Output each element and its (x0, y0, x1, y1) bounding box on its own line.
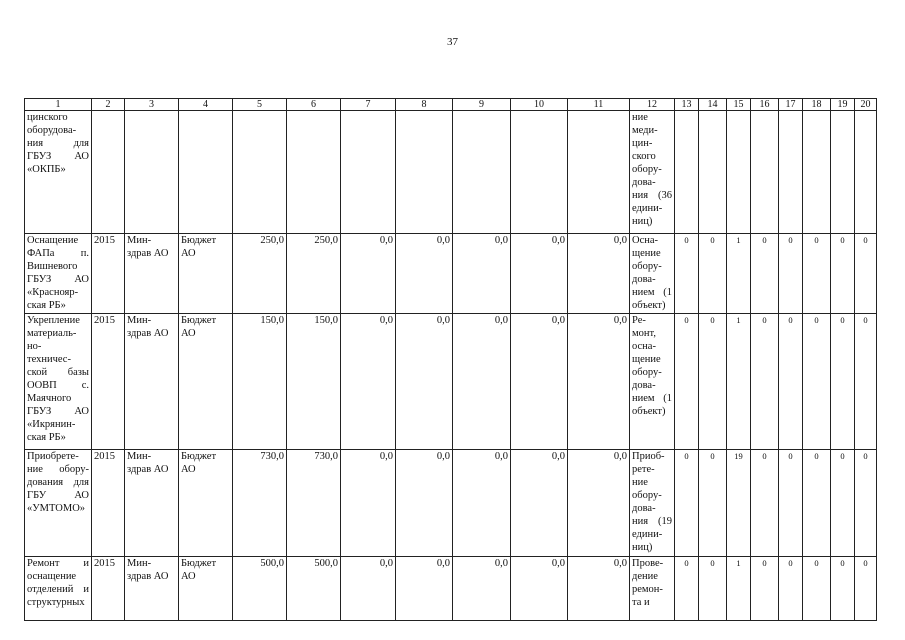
header-cell-16: 16 (751, 99, 779, 111)
cell-col-14 (699, 111, 727, 234)
cell-line: здрав АО (127, 248, 169, 259)
cell-col-9: 0,0 (453, 557, 511, 621)
cell-col-11 (568, 111, 630, 234)
header-cell-5: 5 (233, 99, 287, 111)
cell-col-6: 500,0 (287, 557, 341, 621)
cell-col-11: 0,0 (568, 557, 630, 621)
cell-col-2: 2015 (92, 450, 125, 557)
cell-col-2: 2015 (92, 234, 125, 314)
cell-line: Бюджет (181, 451, 217, 462)
cell-line: «ОКПБ» (27, 164, 66, 175)
cell-line: обору- (632, 261, 662, 272)
cell-line: АО (181, 328, 196, 339)
cell-col-3 (125, 450, 179, 557)
cell-line: Оснащение (27, 235, 79, 246)
cell-col-14: 0 (699, 557, 727, 621)
cell-col-20 (855, 111, 877, 234)
cell-line: щение (632, 248, 661, 259)
cell-col-18: 0 (803, 234, 831, 314)
cell-col-20: 0 (855, 234, 877, 314)
cell-line: здрав АО (127, 571, 169, 582)
cell-col-9 (453, 111, 511, 234)
cell-line: ской базы (27, 367, 89, 378)
cell-line: техничес- (27, 354, 71, 365)
cell-line: Вишневого (27, 261, 78, 272)
cell-col-10 (511, 111, 568, 234)
cell-col-8: 0,0 (396, 557, 453, 621)
cell-line: Осна- (632, 235, 659, 246)
cell-line: Маячного (27, 393, 72, 404)
cell-col-15 (727, 111, 751, 234)
header-cell-12: 12 (630, 99, 675, 111)
cell-col-12 (630, 450, 675, 557)
cell-line: Мин- (127, 315, 152, 326)
cell-line: ниц) (632, 216, 653, 227)
cell-line: ние (632, 477, 648, 488)
cell-col-13: 0 (675, 234, 699, 314)
table-row (25, 234, 877, 314)
cell-line: АО (181, 248, 196, 259)
cell-line: ГБУЗ АО (27, 151, 89, 162)
cell-line: ГБУЗ АО (27, 274, 89, 285)
cell-col-5: 730,0 (233, 450, 287, 557)
program-table (24, 98, 877, 621)
cell-col-16: 0 (751, 314, 779, 450)
cell-col-14: 0 (699, 450, 727, 557)
cell-col-1 (25, 314, 92, 450)
cell-col-10: 0,0 (511, 557, 568, 621)
cell-line: Бюджет (181, 235, 217, 246)
cell-col-1 (25, 557, 92, 621)
cell-line: нием (1 (632, 287, 672, 298)
cell-col-1 (25, 234, 92, 314)
cell-col-17: 0 (779, 234, 803, 314)
cell-col-8: 0,0 (396, 234, 453, 314)
cell-col-15: 1 (727, 557, 751, 621)
table-row (25, 111, 877, 234)
cell-col-18: 0 (803, 450, 831, 557)
header-cell-18: 18 (803, 99, 831, 111)
cell-line: ГБУЗ АО (27, 406, 89, 417)
cell-col-10: 0,0 (511, 450, 568, 557)
cell-line: дова- (632, 274, 656, 285)
cell-line: цин- (632, 138, 653, 149)
cell-line: Приобрете- (27, 451, 79, 462)
cell-line: ние обору- (27, 464, 89, 475)
cell-col-4 (179, 450, 233, 557)
header-cell-4: 4 (179, 99, 233, 111)
cell-col-14: 0 (699, 314, 727, 450)
cell-col-16: 0 (751, 234, 779, 314)
cell-col-19: 0 (831, 557, 855, 621)
cell-col-20: 0 (855, 557, 877, 621)
cell-line: ния (36 (632, 190, 672, 201)
cell-col-8 (396, 111, 453, 234)
cell-col-5: 500,0 (233, 557, 287, 621)
cell-line: обору- (632, 490, 662, 501)
header-cell-3: 3 (125, 99, 179, 111)
cell-col-5: 250,0 (233, 234, 287, 314)
cell-col-14: 0 (699, 234, 727, 314)
cell-line: дова- (632, 380, 656, 391)
cell-col-7: 0,0 (341, 234, 396, 314)
cell-col-11: 0,0 (568, 314, 630, 450)
header-cell-17: 17 (779, 99, 803, 111)
cell-col-16: 0 (751, 557, 779, 621)
cell-col-3 (125, 314, 179, 450)
header-cell-9: 9 (453, 99, 511, 111)
cell-col-17 (779, 111, 803, 234)
cell-col-17: 0 (779, 557, 803, 621)
cell-col-1 (25, 111, 92, 234)
cell-line: АО (181, 464, 196, 475)
cell-col-2: 2015 (92, 314, 125, 450)
cell-line: АО (181, 571, 196, 582)
cell-line: «Икрянин- (27, 419, 76, 430)
cell-line: здрав АО (127, 464, 169, 475)
cell-col-13: 0 (675, 557, 699, 621)
cell-col-8: 0,0 (396, 450, 453, 557)
header-cell-6: 6 (287, 99, 341, 111)
cell-line: ООВП с. (27, 380, 89, 391)
cell-line: Мин- (127, 451, 152, 462)
cell-line: осна- (632, 341, 656, 352)
cell-col-12 (630, 111, 675, 234)
cell-col-19: 0 (831, 314, 855, 450)
cell-col-7: 0,0 (341, 557, 396, 621)
cell-line: объект) (632, 406, 666, 417)
cell-line: ГБУ АО (27, 490, 89, 501)
cell-col-6: 250,0 (287, 234, 341, 314)
cell-line: едини- (632, 529, 663, 540)
cell-line: Мин- (127, 235, 152, 246)
cell-line: ская РБ» (27, 300, 66, 311)
header-cell-11: 11 (568, 99, 630, 111)
cell-line: Бюджет (181, 558, 217, 569)
cell-col-18 (803, 111, 831, 234)
cell-col-12 (630, 314, 675, 450)
cell-line: оснащение (27, 571, 77, 582)
cell-line: та и (632, 597, 650, 608)
cell-line: отделений и (27, 584, 89, 595)
header-cell-7: 7 (341, 99, 396, 111)
cell-col-4 (179, 234, 233, 314)
cell-line: Бюджет (181, 315, 217, 326)
cell-col-3 (125, 557, 179, 621)
page-number: 37 (447, 36, 458, 48)
cell-line: меди- (632, 125, 658, 136)
cell-col-6: 730,0 (287, 450, 341, 557)
header-cell-20: 20 (855, 99, 877, 111)
cell-line: ского (632, 151, 656, 162)
cell-col-12 (630, 557, 675, 621)
cell-col-8: 0,0 (396, 314, 453, 450)
header-cell-19: 19 (831, 99, 855, 111)
cell-line: Прове- (632, 558, 664, 569)
cell-col-9: 0,0 (453, 234, 511, 314)
cell-line: дования для (27, 477, 89, 488)
cell-line: дова- (632, 177, 656, 188)
cell-col-3 (125, 234, 179, 314)
cell-col-5 (233, 111, 287, 234)
cell-line: ниц) (632, 542, 653, 553)
table-row (25, 450, 877, 557)
cell-line: ние (632, 112, 648, 123)
header-cell-2: 2 (92, 99, 125, 111)
header-cell-14: 14 (699, 99, 727, 111)
cell-col-2 (92, 111, 125, 234)
cell-line: щение (632, 354, 661, 365)
cell-line: обору- (632, 164, 662, 175)
cell-col-12 (630, 234, 675, 314)
header-cell-10: 10 (511, 99, 568, 111)
cell-line: цинского (27, 112, 68, 123)
cell-line: оборудова- (27, 125, 77, 136)
cell-line: Приоб- (632, 451, 665, 462)
cell-line: ния для (27, 138, 89, 149)
cell-col-3 (125, 111, 179, 234)
cell-line: едини- (632, 203, 663, 214)
cell-col-20: 0 (855, 450, 877, 557)
cell-col-7: 0,0 (341, 314, 396, 450)
cell-col-6 (287, 111, 341, 234)
cell-col-10: 0,0 (511, 234, 568, 314)
cell-line: материаль- (27, 328, 77, 339)
cell-col-11: 0,0 (568, 234, 630, 314)
cell-col-9: 0,0 (453, 314, 511, 450)
cell-col-11: 0,0 (568, 450, 630, 557)
cell-col-13: 0 (675, 314, 699, 450)
cell-col-5: 150,0 (233, 314, 287, 450)
table-row (25, 557, 877, 621)
table-row (25, 314, 877, 450)
cell-line: Ре- (632, 315, 646, 326)
cell-line: ская РБ» (27, 432, 66, 443)
cell-col-19: 0 (831, 450, 855, 557)
cell-line: но- (27, 341, 42, 352)
cell-col-15: 1 (727, 314, 751, 450)
cell-col-15: 19 (727, 450, 751, 557)
cell-line: нием (1 (632, 393, 672, 404)
cell-col-9: 0,0 (453, 450, 511, 557)
cell-col-4 (179, 557, 233, 621)
cell-col-7 (341, 111, 396, 234)
cell-line: обору- (632, 367, 662, 378)
cell-line: структурных (27, 597, 85, 608)
cell-col-16: 0 (751, 450, 779, 557)
cell-line: монт, (632, 328, 656, 339)
cell-col-18: 0 (803, 557, 831, 621)
cell-line: дова- (632, 503, 656, 514)
cell-col-4 (179, 111, 233, 234)
cell-line: здрав АО (127, 328, 169, 339)
cell-line: рете- (632, 464, 655, 475)
cell-col-13 (675, 111, 699, 234)
cell-col-13: 0 (675, 450, 699, 557)
cell-line: ремон- (632, 584, 663, 595)
cell-col-6: 150,0 (287, 314, 341, 450)
cell-col-4 (179, 314, 233, 450)
header-cell-1: 1 (25, 99, 92, 111)
cell-col-20: 0 (855, 314, 877, 450)
header-cell-8: 8 (396, 99, 453, 111)
cell-line: Ремонт и (27, 558, 89, 569)
cell-line: объект) (632, 300, 666, 311)
cell-line: «Краснояр- (27, 287, 79, 298)
cell-col-18: 0 (803, 314, 831, 450)
header-cell-13: 13 (675, 99, 699, 111)
cell-col-15: 1 (727, 234, 751, 314)
cell-col-7: 0,0 (341, 450, 396, 557)
cell-col-10: 0,0 (511, 314, 568, 450)
cell-line: ФАПа п. (27, 248, 89, 259)
cell-col-19: 0 (831, 234, 855, 314)
cell-line: ния (19 (632, 516, 672, 527)
cell-line: Мин- (127, 558, 152, 569)
cell-col-17: 0 (779, 450, 803, 557)
header-row (25, 99, 877, 111)
cell-line: Укрепление (27, 315, 80, 326)
header-cell-15: 15 (727, 99, 751, 111)
cell-line: дение (632, 571, 658, 582)
cell-col-2: 2015 (92, 557, 125, 621)
cell-line: «УМТОМО» (27, 503, 86, 514)
cell-col-19 (831, 111, 855, 234)
cell-col-17: 0 (779, 314, 803, 450)
cell-col-16 (751, 111, 779, 234)
cell-col-1 (25, 450, 92, 557)
